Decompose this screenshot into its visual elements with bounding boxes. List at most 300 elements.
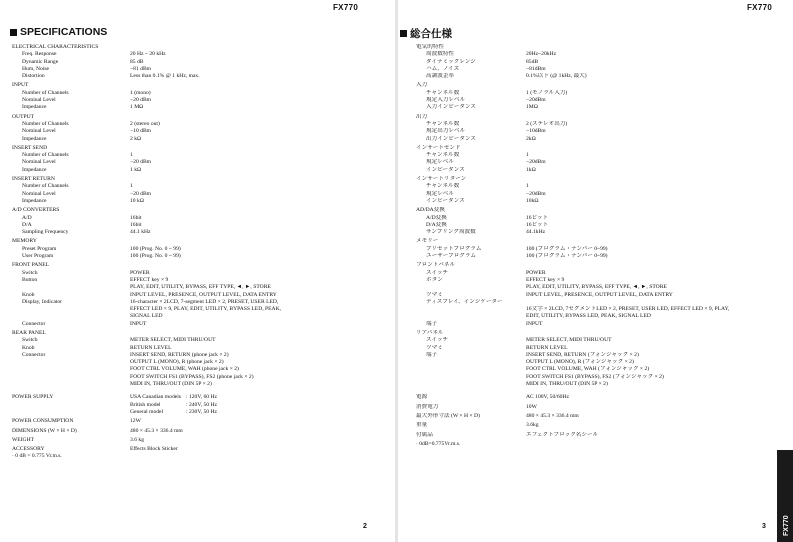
spec-label: D/A変換 bbox=[426, 221, 447, 228]
spec-row bbox=[12, 66, 392, 73]
spec-value: FOOT SWITCH FS1 (BYPASS), FS2 (フォンジャック × 2) bbox=[526, 373, 664, 380]
spec-row bbox=[416, 215, 789, 222]
spec-row bbox=[12, 152, 392, 159]
spec-row bbox=[12, 337, 392, 344]
spec-value: POWER bbox=[526, 269, 546, 276]
spec-row bbox=[416, 73, 789, 80]
spec-value: −81 dBm bbox=[130, 65, 152, 72]
spec-row bbox=[416, 352, 789, 359]
spec-value: 85dB bbox=[526, 58, 539, 65]
spec-value: 1 MΩ bbox=[130, 104, 144, 111]
spec-label: ツマミ bbox=[426, 291, 443, 298]
spec-label bbox=[12, 306, 130, 313]
spec-row bbox=[12, 51, 392, 58]
spec-label: DIMENSIONS (W × H × D) bbox=[12, 427, 77, 434]
spec-label: ディスプレイ、インジケーター bbox=[426, 298, 503, 305]
footnote: · 0dB=0.775Vr.m.s. bbox=[416, 440, 461, 447]
spec-value: 0.1%以下 (@ 1kHz, 最大) bbox=[526, 73, 587, 80]
spec-row bbox=[416, 97, 789, 104]
spec-value: 44.1kHz bbox=[526, 229, 546, 236]
spec-section-row bbox=[12, 145, 392, 152]
spec-row bbox=[416, 191, 789, 198]
spec-row bbox=[416, 183, 789, 190]
spec-row bbox=[416, 374, 789, 381]
spec-label: 電気的特性 bbox=[416, 44, 444, 50]
spec-section-row bbox=[12, 262, 392, 269]
spec-row bbox=[12, 90, 392, 97]
spec-value: INSERT SEND, RETURN (フォンジャック × 2) bbox=[526, 351, 639, 358]
spec-row bbox=[12, 359, 392, 366]
spec-label: 端子 bbox=[426, 320, 438, 327]
spec-value: INPUT LEVEL, PRESENCE, OUTPUT LEVEL, DATA ENTRY bbox=[130, 291, 277, 298]
spec-label: サンプリング周波数 bbox=[426, 229, 476, 236]
spec-value: −20 dBm bbox=[130, 190, 152, 197]
spec-row bbox=[12, 270, 392, 277]
spec-value: 2 (stereo out) bbox=[130, 120, 160, 127]
spec-label bbox=[416, 306, 526, 313]
spec-label: Number of Channels bbox=[22, 89, 69, 96]
spec-row bbox=[12, 277, 392, 284]
spec-row bbox=[416, 277, 789, 284]
spec-value bbox=[130, 330, 392, 337]
spec-label: AD/DA変換 bbox=[416, 207, 445, 214]
spec-label bbox=[12, 313, 130, 320]
spec-label: チャンネル数 bbox=[426, 89, 460, 96]
spec-label: 消費電力 bbox=[416, 403, 439, 410]
spec-label: Freq. Response bbox=[22, 51, 57, 58]
spec-label: User Program bbox=[22, 253, 54, 260]
spec-label: FRONT PANEL bbox=[12, 262, 50, 269]
spec-label: A/D変換 bbox=[426, 214, 447, 221]
spec-label: ダイナミックレンジ bbox=[426, 58, 476, 65]
spec-section-row bbox=[416, 413, 789, 420]
spec-section-row bbox=[12, 418, 392, 425]
spec-section-row bbox=[12, 44, 392, 51]
spec-label: チャンネル数 bbox=[426, 152, 460, 159]
spec-label: 規定レベル bbox=[426, 159, 454, 166]
spec-row bbox=[12, 321, 392, 328]
spec-value: 12W bbox=[130, 418, 141, 425]
spec-section-row bbox=[416, 114, 789, 121]
spec-row bbox=[416, 51, 789, 58]
spec-value: 16bit bbox=[130, 221, 142, 228]
spec-section-row bbox=[416, 207, 789, 214]
spec-label: Knob bbox=[22, 344, 35, 351]
spec-value bbox=[526, 82, 789, 89]
spec-label bbox=[416, 359, 526, 366]
spec-value: −20dBm bbox=[526, 159, 546, 166]
spec-value: 1 (mono) bbox=[130, 89, 151, 96]
spec-section-row bbox=[416, 422, 789, 429]
spec-label: ACCESSORY bbox=[12, 446, 45, 453]
spec-value: 2 kΩ bbox=[130, 135, 142, 142]
spec-value: MIDI IN, THRU/OUT (DIN 5P × 2) bbox=[526, 381, 608, 388]
spec-section-row bbox=[416, 145, 789, 152]
spec-section-row bbox=[416, 432, 789, 439]
spec-value: 1 (モノラル入力) bbox=[526, 89, 568, 96]
spec-label: Number of Channels bbox=[22, 152, 69, 159]
spec-row bbox=[12, 246, 392, 253]
spec-value: 3.6kg bbox=[526, 422, 539, 429]
spec-value bbox=[130, 114, 392, 121]
spec-row bbox=[12, 394, 392, 401]
spec-value: EFFECT key × 9 bbox=[526, 276, 565, 283]
spec-value: 3.6 kg bbox=[130, 436, 144, 443]
spec-list bbox=[12, 44, 392, 461]
spec-value: 20 Hz ~ 20 kHz bbox=[130, 51, 166, 58]
spec-value: PLAY, EDIT, UTILITY, BYPASS, EFF TYPE, ◄, ►, STORE bbox=[526, 284, 667, 291]
spec-row bbox=[416, 313, 789, 320]
spec-row bbox=[12, 222, 392, 229]
spec-label: 規定出力レベル bbox=[426, 128, 466, 135]
spec-value bbox=[130, 44, 392, 51]
spec-value: INPUT LEVEL, PRESENCE, OUTPUT LEVEL, DATA ENTRY bbox=[526, 291, 673, 298]
spec-label: Button bbox=[22, 276, 38, 283]
spec-value: 1 bbox=[526, 183, 529, 190]
spec-label: ユーザープログラム bbox=[426, 253, 477, 260]
spec-value: INSERT SEND, RETURN (phone jack × 2) bbox=[130, 351, 229, 358]
spec-value: −20dBm bbox=[526, 190, 546, 197]
spec-row bbox=[12, 306, 392, 313]
spec-value: 1kΩ bbox=[526, 166, 536, 173]
spec-section-row bbox=[416, 176, 789, 183]
spec-label: 周波数特性 bbox=[426, 51, 454, 58]
spec-label: インピーダンス bbox=[426, 166, 465, 173]
spec-label: Sampling Frequency bbox=[22, 229, 69, 236]
spec-value: MIDI IN, THRU/OUT (DIN 5P × 2) bbox=[130, 381, 212, 388]
spec-label: Nominal Level bbox=[22, 97, 56, 104]
spec-value: Less than 0.1% @ 1 kHz, max. bbox=[130, 73, 200, 80]
spec-value bbox=[130, 409, 392, 416]
section-heading bbox=[400, 26, 452, 41]
spec-label: フロントパネル bbox=[416, 262, 456, 269]
spec-value bbox=[526, 299, 789, 306]
spec-label bbox=[12, 409, 130, 416]
spec-row bbox=[12, 198, 392, 205]
spec-value: 480 × 45.3 × 336.4 mm bbox=[526, 412, 579, 419]
spec-value: −20 dBm bbox=[130, 159, 152, 166]
spec-row bbox=[12, 73, 392, 80]
spec-label: Connector bbox=[22, 320, 46, 327]
spec-label: チャンネル数 bbox=[426, 183, 460, 190]
spec-value bbox=[130, 394, 392, 401]
page-number: 3 bbox=[762, 523, 766, 530]
spec-label: Preset Program bbox=[22, 245, 57, 252]
spec-value: 10 kΩ bbox=[130, 197, 144, 204]
spec-value: INPUT bbox=[130, 320, 147, 327]
spec-value bbox=[130, 402, 392, 409]
spec-value: POWER bbox=[130, 269, 150, 276]
spec-label: リアパネル bbox=[416, 329, 444, 336]
spec-section-row bbox=[12, 176, 392, 183]
spec-row bbox=[416, 136, 789, 143]
spec-row bbox=[416, 152, 789, 159]
model-name-header: FX770 bbox=[747, 3, 773, 12]
spec-section-row bbox=[416, 330, 789, 337]
spec-row bbox=[12, 183, 392, 190]
spec-label: 電源 bbox=[416, 394, 428, 401]
spec-label: 出力 bbox=[416, 113, 428, 120]
spec-label: D/A bbox=[22, 221, 32, 228]
spec-value: METER SELECT, MIDI THRU/OUT bbox=[526, 337, 612, 344]
spec-label: インサートセンド bbox=[416, 144, 461, 151]
spec-label: 規定入力レベル bbox=[426, 97, 466, 104]
spec-label: インピーダンス bbox=[426, 197, 465, 204]
spec-value: 100 (Prog. No. 0 ~ 99) bbox=[130, 253, 181, 260]
spec-row bbox=[12, 284, 392, 291]
spec-label: Switch bbox=[22, 269, 38, 276]
spec-value: FOOT CTRL VOLUME, WAH (フォンジャック × 2) bbox=[526, 366, 650, 373]
spec-value bbox=[130, 207, 392, 214]
spec-value: −20 dBm bbox=[130, 97, 152, 104]
spec-row bbox=[12, 121, 392, 128]
spec-label: ツマミ bbox=[426, 344, 443, 351]
spec-row bbox=[12, 366, 392, 373]
spec-value: エフェクトブロック名シール bbox=[526, 431, 599, 438]
spec-label: メモリー bbox=[416, 238, 439, 245]
spec-row bbox=[416, 337, 789, 344]
page-left bbox=[0, 0, 396, 542]
spec-label: Connector bbox=[22, 351, 46, 358]
spec-value bbox=[526, 262, 789, 269]
spec-value: 480 × 45.3 × 336.4 mm bbox=[130, 427, 183, 434]
spec-label: REAR PANEL bbox=[12, 329, 46, 336]
spec-section-row bbox=[12, 330, 392, 337]
spec-value: 10kΩ bbox=[526, 197, 539, 204]
heading-title: 総合仕様 bbox=[410, 28, 452, 40]
spec-value: 10W bbox=[526, 403, 537, 410]
spec-value: −10 dBm bbox=[130, 128, 152, 135]
square-bullet-icon bbox=[10, 29, 17, 36]
spec-label: Dynamic Range bbox=[22, 58, 59, 65]
spec-label: Nominal Level bbox=[22, 190, 56, 197]
spec-value: METER SELECT, MIDI THRU/OUT bbox=[130, 337, 216, 344]
spec-row bbox=[12, 191, 392, 198]
section-heading bbox=[10, 26, 107, 38]
spec-label: プリセットプログラム bbox=[426, 245, 482, 252]
spec-row bbox=[12, 292, 392, 299]
spec-value: EDIT, UTILITY, BYPASS LED, PEAK, SIGNAL LED bbox=[526, 313, 651, 320]
spec-label bbox=[416, 313, 526, 320]
model-variant: General model bbox=[130, 408, 164, 415]
spec-label: チャンネル数 bbox=[426, 120, 460, 127]
spec-value bbox=[526, 114, 789, 121]
spec-row bbox=[12, 374, 392, 381]
spec-list bbox=[416, 44, 789, 448]
spec-value: SIGNAL LED bbox=[130, 313, 163, 320]
spec-value: 16文字 × 2LCD, 7セグメントLED × 2, PRESET, USER LED, EFFECT LED × 9, PLAY, bbox=[526, 306, 730, 313]
spec-row bbox=[416, 246, 789, 253]
spec-value: 100 (プログラム・ナンバー 0~99) bbox=[526, 253, 608, 260]
spec-row bbox=[416, 299, 789, 306]
spec-value: Effects Block Sticker bbox=[130, 446, 178, 453]
spec-section-row bbox=[12, 207, 392, 214]
spec-row bbox=[416, 284, 789, 291]
heading-title: SPECIFICATIONS bbox=[20, 26, 108, 38]
spec-row bbox=[12, 313, 392, 320]
spec-row bbox=[416, 66, 789, 73]
spec-label: MEMORY bbox=[12, 238, 37, 245]
spec-value: −81dBm bbox=[526, 65, 546, 72]
spec-section-row bbox=[416, 238, 789, 245]
spec-label: Nominal Level bbox=[22, 128, 56, 135]
spec-label: 入力 bbox=[416, 82, 428, 89]
spec-value bbox=[526, 176, 789, 183]
spec-value: 2 (ステレオ出力) bbox=[526, 120, 568, 127]
model-name-header: FX770 bbox=[333, 3, 359, 12]
spec-value bbox=[526, 238, 789, 245]
spec-value: 16ビット bbox=[526, 214, 549, 221]
spec-label: インサートリターン bbox=[416, 176, 467, 183]
spec-label bbox=[416, 284, 526, 291]
spec-section-row bbox=[416, 82, 789, 89]
spec-label: INSERT SEND bbox=[12, 144, 48, 151]
spec-value: −10dBm bbox=[526, 128, 546, 135]
spec-value bbox=[526, 44, 789, 51]
spec-value: 1 bbox=[130, 183, 133, 190]
spec-label: Switch bbox=[22, 337, 38, 344]
spec-label: 規定レベル bbox=[426, 190, 454, 197]
spec-row bbox=[12, 136, 392, 143]
voltage-value: : 230V, 50 Hz bbox=[186, 408, 217, 415]
spec-label: 最大外形寸法 (W × H × D) bbox=[416, 412, 480, 419]
spec-value: 16ビット bbox=[526, 221, 549, 228]
spec-label: A/D CONVERTERS bbox=[12, 207, 60, 214]
spec-value: EFFECT key × 9 bbox=[130, 276, 169, 283]
spec-label: 付属品 bbox=[416, 431, 433, 438]
spec-row bbox=[12, 299, 392, 306]
spec-value: EFFECT LED × 9, PLAY, EDIT, UTILITY, BYPASS LED, PEAK, bbox=[130, 306, 282, 313]
spec-label: ボタン bbox=[426, 276, 443, 283]
spec-row bbox=[416, 159, 789, 166]
spec-label: 入力インピーダンス bbox=[426, 104, 477, 111]
spec-section-row bbox=[12, 437, 392, 444]
spec-row bbox=[416, 345, 789, 352]
spec-row bbox=[416, 229, 789, 236]
spec-value: 85 dB bbox=[130, 58, 144, 65]
spec-label bbox=[12, 359, 130, 366]
spec-value: FOOT CTRL VOLUME, WAH (phone jack × 2) bbox=[130, 366, 239, 373]
spec-row bbox=[416, 59, 789, 66]
spec-row bbox=[12, 229, 392, 236]
spec-row bbox=[12, 97, 392, 104]
voltage-value: : 240V, 50 Hz bbox=[186, 401, 217, 408]
spec-value: 16-character × 2LCD, 7-segment LED × 2, PRESET, USER LED, bbox=[130, 298, 279, 305]
spec-label: 重量 bbox=[416, 422, 428, 429]
spec-label: INSERT RETURN bbox=[12, 176, 55, 183]
spec-row bbox=[416, 198, 789, 205]
spec-label: ELECTRICAL CHARACTERISTICS bbox=[12, 44, 99, 50]
spec-value: 20Hz~20kHz bbox=[526, 51, 557, 58]
spec-label bbox=[12, 402, 130, 409]
spec-row bbox=[416, 292, 789, 299]
spec-label bbox=[416, 366, 526, 373]
page-number: 2 bbox=[363, 523, 367, 530]
spec-section-row bbox=[12, 114, 392, 121]
spec-value bbox=[526, 145, 789, 152]
spec-value bbox=[130, 145, 392, 152]
footnote: · 0 dB = 0.775 Vr.m.s. bbox=[12, 453, 62, 460]
spec-row bbox=[12, 59, 392, 66]
spec-label: WEIGHT bbox=[12, 436, 35, 443]
spec-row bbox=[416, 306, 789, 313]
spec-row bbox=[416, 121, 789, 128]
voltage-value: : 120V, 60 Hz bbox=[186, 394, 217, 401]
spec-value: −20dBm bbox=[526, 97, 546, 104]
spec-label: Display, Indicator bbox=[22, 298, 63, 305]
spec-label: A/D bbox=[22, 214, 32, 221]
spec-row bbox=[12, 215, 392, 222]
spec-value: OUTPUT L (MONO), R (phone jack × 2) bbox=[130, 359, 224, 366]
spec-value: 1 kΩ bbox=[130, 166, 142, 173]
model-variant: British model bbox=[130, 401, 161, 408]
spec-label bbox=[12, 284, 130, 291]
spec-row bbox=[12, 128, 392, 135]
spec-value: 2kΩ bbox=[526, 135, 536, 142]
spec-row bbox=[12, 104, 392, 111]
spec-value bbox=[130, 176, 392, 183]
spec-value: 44.1 kHz bbox=[130, 229, 151, 236]
spec-row bbox=[416, 366, 789, 373]
spec-row bbox=[12, 381, 392, 388]
spec-label: INPUT bbox=[12, 82, 29, 89]
page-right bbox=[397, 0, 793, 542]
side-tab-label: FX770 bbox=[783, 515, 790, 536]
spec-label bbox=[12, 374, 130, 381]
spec-row bbox=[416, 167, 789, 174]
spec-value bbox=[526, 330, 789, 337]
spec-row bbox=[12, 159, 392, 166]
spec-label: Impedance bbox=[22, 135, 47, 142]
spec-row bbox=[12, 409, 392, 416]
spec-section-row bbox=[416, 404, 789, 411]
spec-section-row bbox=[416, 262, 789, 269]
spec-value: 1MΩ bbox=[526, 104, 538, 111]
spec-label bbox=[416, 374, 526, 381]
spec-row bbox=[416, 359, 789, 366]
spec-label: Nominal Level bbox=[22, 159, 56, 166]
spec-label: Hum, Noise bbox=[22, 65, 50, 72]
spec-label: Number of Channels bbox=[22, 120, 69, 127]
spec-label bbox=[12, 366, 130, 373]
spec-row bbox=[12, 352, 392, 359]
spec-label: 高調波歪率 bbox=[426, 73, 454, 80]
square-bullet-icon bbox=[400, 30, 407, 37]
spec-label bbox=[12, 381, 130, 388]
model-variant: USA Canadian models bbox=[130, 394, 181, 401]
spec-value: 1 bbox=[526, 152, 529, 159]
side-tab bbox=[777, 450, 793, 542]
spec-value: FOOT SWITCH FS1 (BYPASS), FS2 (phone jack × 2) bbox=[130, 373, 254, 380]
spec-label: Number of Channels bbox=[22, 183, 69, 190]
spec-label bbox=[416, 381, 526, 388]
spec-value: 16bit bbox=[130, 214, 142, 221]
spec-value bbox=[130, 262, 392, 269]
spec-value: 1 bbox=[130, 152, 133, 159]
spec-section-row bbox=[416, 44, 789, 51]
spec-value bbox=[130, 238, 392, 245]
spec-row bbox=[416, 270, 789, 277]
spec-label: OUTPUT bbox=[12, 113, 35, 120]
spec-row bbox=[416, 381, 789, 388]
spec-value: RETURN LEVEL bbox=[130, 344, 172, 351]
spec-section-row bbox=[12, 82, 392, 89]
spec-label: Knob bbox=[22, 291, 35, 298]
spec-value: INPUT bbox=[526, 320, 543, 327]
spec-label: スイッチ bbox=[426, 337, 449, 344]
spec-value bbox=[130, 82, 392, 89]
spec-value: AC 100V, 50/60Hz bbox=[526, 394, 569, 401]
